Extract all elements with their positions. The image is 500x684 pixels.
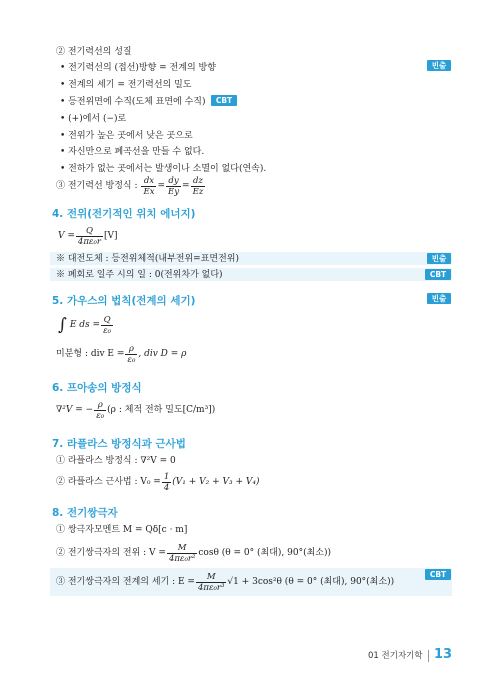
denominator: 4 [163, 482, 170, 493]
footer-divider [428, 650, 429, 662]
denominator: Ey [168, 186, 180, 197]
poisson-note: (ρ : 체적 전하 밀도[C/m³]) [107, 405, 216, 415]
numerator: ρ [94, 400, 106, 411]
denominator: Ez [192, 186, 204, 197]
potential-fraction [76, 226, 103, 247]
numerator: dy [166, 176, 181, 187]
approximation-tail: (V₁ + V₂ + V₃ + V₄) [172, 477, 260, 487]
integrand: E ds = [69, 320, 101, 330]
dipole-field-label: ③ 전기쌍극자의 전계의 세기 : E = [56, 577, 195, 587]
numerator: dz [191, 176, 206, 187]
section-7-heading: 7. 라플라스 방정식과 근사법 [52, 438, 186, 450]
unit: [V] [103, 231, 118, 241]
dipole-moment: ① 쌍극자모멘트 M = Qδ[c · m] [56, 525, 188, 535]
differential-fraction [125, 344, 137, 365]
field-line-equation: ③ 전기력선 방정식 : $\frac{dx}{Ex}$ = $\frac{dy}{Ey}$ = $\frac{dz}{Ez}$ [56, 175, 204, 197]
frequent-badge: 빈출 [427, 253, 451, 264]
gauss-fraction [101, 315, 113, 336]
bullet-high-low: • 전위가 높은 곳에서 낮은 곳으로 [60, 131, 193, 141]
dipole-potential-label: ② 전기쌍극자의 전위 : V = [56, 548, 166, 558]
bullet-plus-minus: • (+)에서 (−)로 [60, 114, 127, 124]
note-closed-loop: ※ 폐회로 일주 시의 일 : 0(전위차가 없다) [56, 270, 223, 280]
bullet-density: • 전계의 세기 = 전기력선의 밀도 [60, 80, 192, 90]
denominator: 4πε₀r [77, 236, 101, 247]
numerator: M [167, 543, 197, 554]
poisson-fraction [94, 400, 106, 421]
denominator: 4πε₀r² [168, 553, 196, 564]
bullet-closed-loop: • 자신만으로 폐곡선을 만들 수 없다. [60, 147, 205, 157]
bullet-continuous: • 전하가 없는 곳에서는 발생이나 소멸이 없다(연속). [60, 164, 267, 174]
dipole-potential-tail: cosθ (θ = 0° (최대), 90°(최소)) [198, 548, 332, 558]
numerator: M [196, 572, 226, 583]
page-number: 13 [434, 647, 453, 662]
note-equipotential: ※ 대전도체 : 등전위체적(내부전위=표면전위) [56, 254, 239, 264]
dipole-field [56, 569, 394, 595]
numerator: Q [101, 315, 113, 326]
chapter-label: 01 전기자기학 [368, 651, 423, 661]
denominator: ε₀ [127, 354, 136, 365]
laplace-approximation [56, 470, 260, 494]
gauss-integral [58, 312, 114, 338]
gauss-differential [56, 342, 186, 366]
frequent-badge: 빈출 [427, 293, 451, 304]
poisson-lhs: ∇²V = − [56, 405, 94, 415]
cbt-badge: CBT [425, 569, 451, 580]
poisson-equation [56, 397, 215, 423]
potential-formula [58, 224, 117, 248]
section-5-heading: 5. 가우스의 법칙(전계의 세기) [52, 295, 196, 307]
cbt-badge: CBT [425, 269, 451, 280]
numerator: dx [141, 176, 156, 187]
denominator: 4πε₀r³ [197, 582, 225, 593]
denominator: ε₀ [103, 325, 112, 336]
approximation-fraction [162, 472, 171, 493]
section-4-heading: 4. 전위(전기적인 위치 에너지) [52, 208, 196, 220]
section-8-heading: 8. 전기쌍극자 [52, 507, 118, 519]
dipole-potential-fraction [167, 543, 197, 564]
numerator: 1 [163, 471, 170, 482]
frequent-badge: 빈출 [427, 60, 451, 71]
differential-tail: , div D = ρ [138, 349, 187, 359]
numerator: Q [76, 226, 103, 237]
fraction-dz [191, 176, 206, 197]
differential-label: 미분형 : div E = [56, 349, 125, 359]
integral-sign: ∫ [58, 315, 67, 335]
bullet-direction: • 전기력선의 (접선)방향 = 전계의 방향 [60, 63, 216, 73]
dipole-field-tail: √1 + 3cos²θ (θ = 0° (최대), 90°(최소)) [227, 577, 395, 587]
numerator: ρ [125, 344, 137, 355]
cbt-badge: CBT [211, 95, 237, 106]
denominator: ε₀ [96, 410, 105, 421]
laplace-equation: ① 라플라스 방정식 : ∇²V = 0 [56, 456, 176, 466]
fraction-dx [141, 176, 156, 197]
denominator: Ex [143, 186, 155, 197]
field-lines-title: ② 전기력선의 성질 [56, 47, 132, 57]
section-6-heading: 6. 프아송의 방정식 [52, 382, 142, 394]
bullet-perpendicular: • 등전위면에 수직(도체 표면에 수직) [60, 97, 206, 107]
approximation-label: ② 라플라스 근사법 : V₀ = [56, 477, 161, 487]
equation-label: ③ 전기력선 방정식 : [56, 181, 138, 191]
formula-lhs: V = [58, 231, 75, 241]
fraction-dy [166, 176, 181, 197]
dipole-field-fraction [196, 572, 226, 593]
dipole-potential [56, 540, 331, 566]
